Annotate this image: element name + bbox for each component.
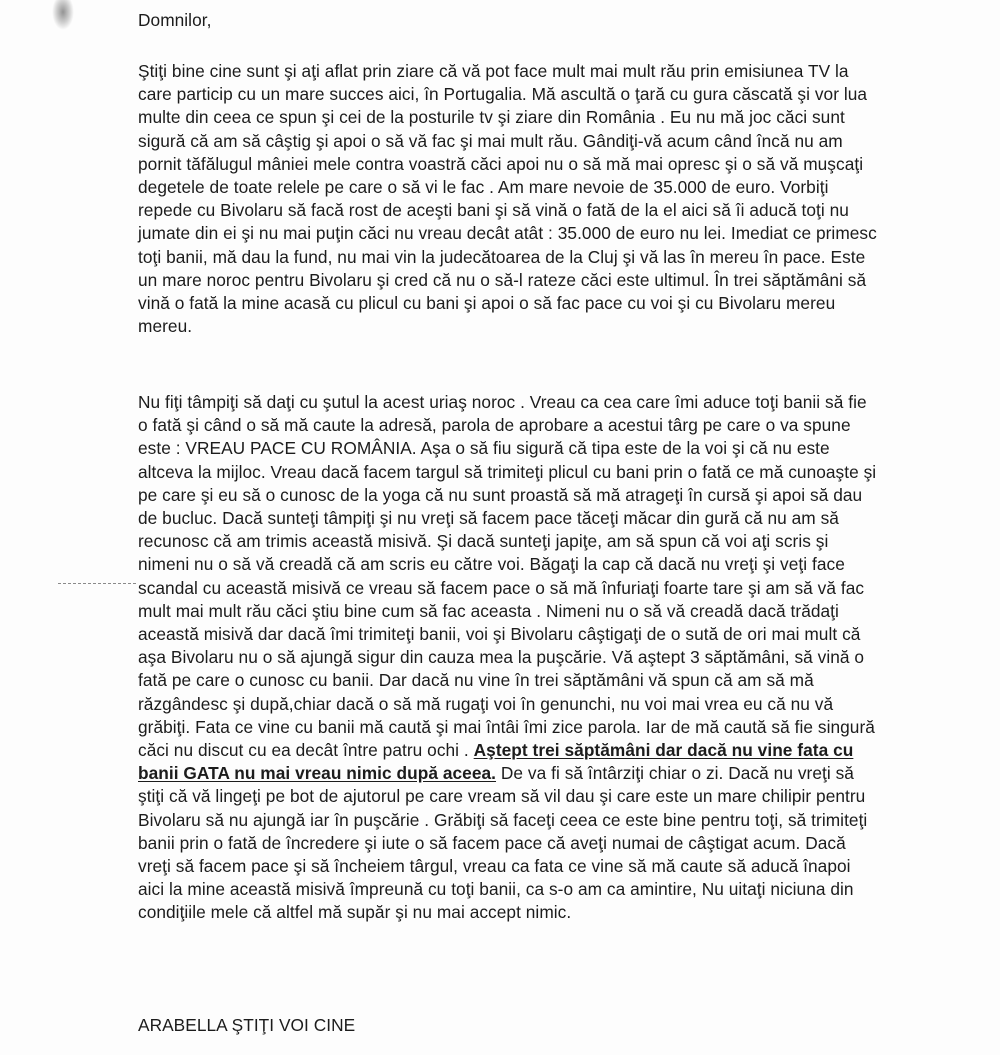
paragraph-line: mereu. [138, 316, 193, 337]
paragraph-line: mult mai mult rău căci ştiu bine cum să fac aceasta . Nimeni nu o să vă creadă dacă trădaţi [138, 600, 839, 621]
paragraph-line: ştiţi că vă lingeţi pe bot de ajutorul pe care vream să vil dau şi care este un mare chilipir pentru [138, 786, 866, 807]
paragraph-line: răzgândesc şi după,chiar dacă o să mă rugaţi voi în genunchi, nu voi mai vrea eu că nu vă [138, 693, 834, 714]
paragraph-1 [138, 60, 990, 338]
paragraph-line: Ştiţi bine cine sunt şi aţi aflat prin ziare că vă pot face mult mai mult rău prin emisiunea TV la [138, 61, 849, 81]
paragraph-text: căci nu discut cu ea decât între patru ochi . [138, 740, 474, 761]
paragraph-line: jumate din ei şi nu mai puţin căci nu vreau decât atât : 35.000 de euro nu lei. Imediat ce primesc [138, 223, 877, 244]
paragraph-line: degetele de toate relele pe care o să vi le fac . Am mare nevoie de 35.000 de euro. Vorbiţi [138, 177, 829, 198]
paragraph-line: vreţi să facem pace şi să încheiem târgul, vreau ca fata ce vine să mă caute să aducă înapoi [138, 856, 851, 877]
paragraph-line: fată pe care o cunosc cu banii. Dar dacă nu vine în trei săptămâni vă spun că am să mă [138, 670, 814, 691]
scan-smudge-mark [52, 0, 74, 30]
paragraph-line: Nu fiţi tâmpiţi să daţi cu şutul la acest uriaş noroc . Vreau ca cea care îmi aduce toţi banii să fie [138, 392, 867, 412]
letter-salutation: Domnilor, [138, 10, 212, 30]
paragraph-line: altceva la mijloc. Vreau dacă facem targul să trimiteţi plicul cu bani prin o fată ce mă cunoaşte şi [138, 461, 877, 482]
paragraph-line: pornit tăfălugul mâniei mele contra voastră căci apoi nu o să mă mai opresc şi o să vă muşcaţi [138, 153, 864, 174]
paragraph-line: aşa Bivolaru nu o să ajungă sigur din cauza mea la puşcărie. Vă aştept 3 săptămâni, să vină o [138, 647, 865, 668]
paragraph-line: Bivolaru să nu ajungă iar în puşcărie . Grăbiţi să faceţi ceea ce este bine pentru toţi, să trimiteţi [138, 809, 868, 830]
paragraph-line: toţi banii, mă dau la fund, nu mai vin la judecătoarea de la Cluj şi vă las în mereu în pace. Este [138, 246, 866, 267]
paragraph-line: care particip cu un mare succes aici, în Portugalia. Mă ascultă o ţară cu gura căscată şi vor lua [138, 84, 868, 105]
paragraph-line: repede cu Bivolaru să facă rost de aceşti bani şi să vină o fată de la el aici să îi aducă toţi nu [138, 200, 849, 221]
emphasized-deadline-text: banii GATA nu mai vreau nimic după aceea. [138, 763, 497, 784]
paragraph-text: De va fi să întârziţi chiar o zi. Dacă nu vreţi să [496, 763, 854, 784]
paragraph-2 [138, 391, 990, 925]
paragraph-line: scandal cu această misivă ce vreau să facem pace o să mă înfuriaţi foarte tare şi am să vă fac [138, 577, 865, 598]
paragraph-line: pe care şi eu să o cunosc de la yoga că nu sunt proastă să mă atrageţi în cursă şi apoi să dau [138, 484, 863, 505]
paragraph-line: aici la mine această misivă împreună cu toţi banii, ca s-o am ca amintire, Nu uitaţi niciuna din [138, 879, 854, 900]
paragraph-line: recunosc că am trimis această misivă. Şi dacă sunteţi japiţe, am să spun că voi aţi scris şi [138, 531, 829, 552]
emphasized-deadline-text: Aştept trei săptămâni dar dacă nu vine fata cu [473, 740, 854, 761]
paragraph-line: nimeni nu o să vă creadă că am scris eu către voi. Băgaţi la cap că dacă nu vreţi şi veţi face [138, 554, 845, 575]
paragraph-line: o fată şi când o să mă caute la adresă, parola de aprobare a acestui târg pe care o va spune [138, 415, 851, 436]
paragraph-line: vină o fată la mine acasă cu plicul cu bani şi apoi o să fac pace cu voi şi cu Bivolaru mereu [138, 293, 836, 314]
scan-margin-mark [58, 583, 136, 584]
paragraph-line: condiţiile mele că altfel mă supăr şi nu mai accept nimic. [138, 902, 572, 923]
paragraph-line-mixed [138, 739, 990, 762]
paragraph-line: sigură că am să câştig şi apoi o să vă fac şi mai mult rău. Gândiţi-vă acum când încă nu am [138, 130, 843, 151]
paragraph-line: multe din ceea ce spun şi cei de la posturile tv şi ziare din România . Eu nu mă joc căci sunt [138, 107, 845, 128]
paragraph-line: de bucluc. Dacă sunteţi tâmpiţi şi nu vreţi să facem pace tăceţi măcar din gură că nu am să [138, 508, 839, 529]
paragraph-line: banii prin o fată de încredere şi iute o să facem pace că aveţi numai de câştigat acum. Dacă [138, 832, 846, 853]
paragraph-line-mixed [138, 762, 990, 785]
paragraph-line: un mare noroc pentru Bivolaru şi cred că nu o să-l rateze căci este ultimul. În trei săptămâni să [138, 269, 867, 290]
letter-signature: ARABELLA ŞTIŢI VOI CINE [138, 1015, 356, 1035]
paragraph-line: grăbiţi. Fata ce vine cu banii mă caută şi mai întâi îmi zice parola. Iar de mă caută să fie singură [138, 716, 875, 737]
paragraph-line: această misivă dar dacă îmi trimiteţi banii, voi şi Bivolaru câştigaţi de o sută de ori mai mult că [138, 624, 861, 645]
paragraph-line: este : VREAU PACE CU ROMÂNIA. Aşa o să fiu sigură că tipa este de la voi şi că nu este [138, 438, 830, 459]
